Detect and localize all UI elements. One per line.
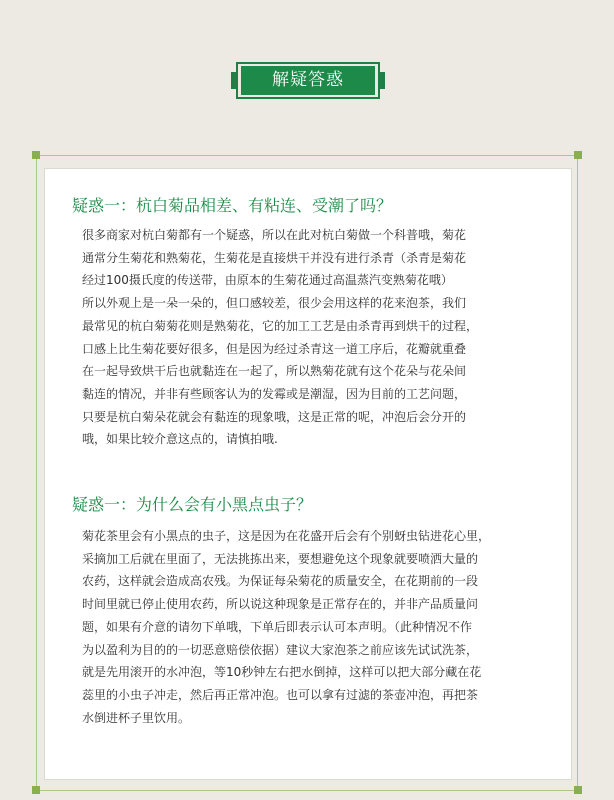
section-banner [236, 62, 380, 99]
section-2-heading: 疑惑一：为什么会有小黑点虫子？ [72, 495, 313, 514]
frame-bottom-line [36, 790, 578, 791]
section-1-body [82, 224, 552, 451]
section-1-line: 只要是杭白菊朵花就会有黏连的现象哦，这是正常的呢，冲泡后会分开的 [82, 409, 467, 424]
section-2-line: 时间里就已停止使用农药，所以说这种现象是正常存在的，并非产品质量问 [82, 597, 479, 612]
section-1-line: 所以外观上是一朵一朵的，但口感较差，很少会用这样的花来泡茶，我们 [82, 296, 467, 311]
frame-corner-top-right [574, 151, 582, 159]
section-1-line: 很多商家对杭白菊都有一个疑惑，所以在此对杭白菊做一个科普哦，菊花 [82, 228, 467, 242]
frame-corner-bottom-left [32, 786, 40, 794]
section-2-line: 蕊里的小虫子冲走，然后再正常冲泡。也可以拿有过滤的茶壶冲泡，再把茶 [82, 687, 479, 702]
section-2-line: 菊花茶里会有小黑点的虫子，这是因为在花盛开后会有个别蚜虫钻进花心里， [82, 529, 491, 543]
section-2-line: 水倒进杯子里饮用。 [82, 710, 191, 725]
section-2-line: 为以盈利为目的的一切恶意赔偿依据）建议大家泡茶之前应该先试试洗茶， [82, 642, 479, 657]
banner-right-tab [380, 72, 385, 89]
section-1-line: 通常分生菊花和熟菊花，生菊花是直接烘干并没有进行杀青（杀青是菊花 [82, 250, 467, 265]
section-2-line: 就是先用滚开的水冲泡，等10秒钟左右把水倒掉，这样可以把大部分藏在花 [82, 665, 482, 680]
banner-title: 解疑答惑 [241, 66, 375, 95]
section-1-line: 黏连的情况，并非有些顾客认为的发霉或是潮湿，因为目前的工艺问题， [82, 386, 467, 401]
frame-corner-top-left [32, 151, 40, 159]
frame-corner-bottom-right [574, 786, 582, 794]
section-1-line: 哦，如果比较介意这点的，请慎拍哦. [82, 432, 278, 447]
frame-right-line [577, 155, 578, 791]
section-1-line: 在一起导致烘干后也就黏连在一起了，所以熟菊花就有这个花朵与花朵间 [82, 364, 467, 379]
section-2-body [82, 525, 552, 729]
frame-left-line [36, 155, 37, 791]
section-1-line: 口感上比生菊花要好很多，但是因为经过杀青这一道工序后，花瓣就重叠 [82, 341, 467, 356]
section-2-line: 农药，这样就会造成高农残。为保证每朵菊花的质量安全，在花期前的一段 [82, 574, 479, 589]
frame-top-line [36, 155, 578, 156]
section-1-heading: 疑惑一：杭白菊品相差、有粘连、受潮了吗？ [72, 196, 393, 215]
section-2-line: 题，如果有介意的请勿下单哦，下单后即表示认可本声明。（此种情况不作 [82, 619, 473, 634]
section-1-line: 最常见的杭白菊菊花则是熟菊花，它的加工工艺是由杀青再到烘干的过程， [82, 318, 479, 333]
section-1-line: 经过100摄氏度的传送带，由原本的生菊花通过高温蒸汽变熟菊花哦） [82, 273, 453, 288]
section-2-line: 采摘加工后就在里面了，无法挑拣出来，要想避免这个现象就要喷洒大量的 [82, 551, 479, 566]
